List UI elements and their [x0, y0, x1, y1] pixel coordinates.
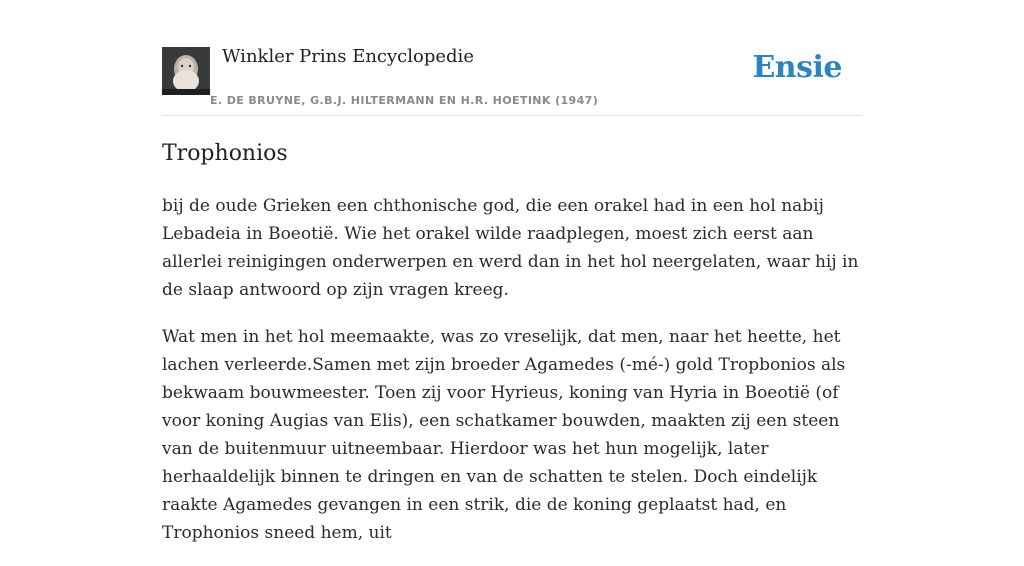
author-portrait[interactable] [162, 47, 210, 95]
site-title[interactable]: Winkler Prins Encyclopedie [222, 46, 474, 67]
portrait-image [162, 47, 210, 95]
content-container [162, 0, 862, 543]
article-title: Trophonios [162, 141, 288, 166]
article-body [162, 192, 862, 566]
article-paragraph: bij de oude Grieken een chthonische god, die een orakel had in een hol nabij Lebadeia in Boeotië. Wie het orakel wilde raadplegen, moest zich eerst aan allerlei reinigingen onderwerpen en werd dan in het hol neergelaten, waar hij in de slaap antwoord op zijn vragen kreeg. [162, 196, 859, 300]
brand-logo-link[interactable]: Ensie [752, 50, 842, 85]
header [162, 0, 862, 116]
authors-line: E. DE BRUYNE, G.B.J. HILTERMANN EN H.R. HOETINK (1947) [210, 94, 599, 107]
article-paragraph: Wat men in het hol meemaakte, was zo vreselijk, dat men, naar het heette, het lachen verleerde.Samen met zijn broeder Agamedes (-mé-) gold Tropbonios als bekwaam bouwmeester. Toen zij voor Hyrieus, koning van Hyria in Boeotië (of voor koning Augias van Elis), een schatkamer bouwden, maakten zij een steen van de buitenmuur uitneembaar. Hierdoor was het hun mogelijk, later herhaaldelijk binnen te dringen en van de schatten te stelen. Doch eindelijk raakte Agamedes gevangen in een strik, die de koning geplaatst had, en Trophonios sneed hem, uit [162, 327, 846, 543]
